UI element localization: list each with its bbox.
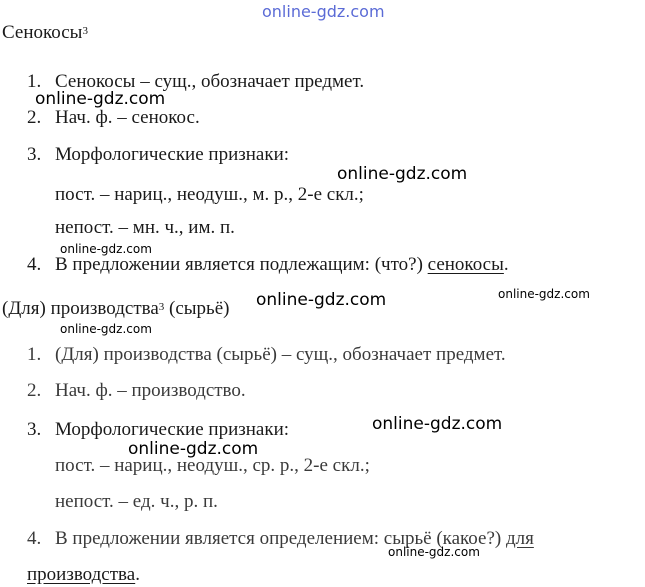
watermark: online-gdz.com (372, 414, 503, 434)
word2-item-3-var: непост. – ед. ч., р. п. (55, 491, 218, 512)
watermark: online-gdz.com (128, 439, 259, 459)
word1-item-4-main: В предложении является подлежащим: (что?) (55, 254, 428, 275)
word1-item-1-text: Сенокосы – сущ., обозначает предмет. (55, 71, 365, 92)
watermark: online-gdz.com (35, 89, 166, 109)
word2-item-4-wrap (27, 564, 140, 586)
word1-item-3-text: Морфологические признаки: (55, 144, 290, 165)
watermark-top: online-gdz.com (262, 2, 385, 21)
word2-item-4-underlined: для (505, 528, 534, 549)
word2-heading-post: (сырьё) (164, 298, 230, 319)
word2-item-4-wrap-underlined: производства (27, 564, 136, 585)
word1-heading (2, 22, 88, 44)
word2-heading-text: (Для) производства (2, 298, 159, 319)
word2-item-2-text: Нач. ф. – производство. (55, 380, 246, 401)
word2-item-3-const: пост. – нариц., неодуш., ср. р., 2-е скл.; (55, 455, 370, 476)
word2-item-1-num: 1. (27, 344, 42, 365)
word2-heading-sup: 3 (158, 301, 165, 313)
word2-item-3-num: 3. (27, 419, 42, 440)
watermark: online-gdz.com (256, 290, 387, 310)
word1-item-1-num: 1. (27, 71, 42, 92)
watermark: online-gdz.com (498, 287, 590, 301)
watermark: online-gdz.com (388, 545, 480, 559)
word2-item-4-main: В предложении является определением: сырьё (какое?) (55, 528, 506, 549)
word1-item-3-num: 3. (27, 144, 42, 165)
word2-item-4-tail: . (135, 564, 140, 585)
word1-item-4-num: 4. (27, 254, 42, 275)
word2-item-2-num: 2. (27, 380, 42, 401)
word1-item-3-const: пост. – нариц., неодуш., м. р., 2-е скл.; (55, 184, 364, 205)
word2-item-1-text: (Для) производства (сырьё) – сущ., обозначает предмет. (55, 344, 506, 365)
word1-item-4-text (55, 254, 509, 276)
word2-item-4-num: 4. (27, 528, 42, 549)
watermark: online-gdz.com (337, 164, 468, 184)
word1-item-2-text: Нач. ф. – сенокос. (55, 107, 200, 128)
word1-item-2-num: 2. (27, 107, 42, 128)
word1-item-4-underlined: сенокосы (427, 254, 504, 275)
word2-heading (2, 298, 229, 320)
word2-item-4-text (55, 528, 615, 550)
word1-heading-sup: 3 (82, 25, 88, 37)
watermark: online-gdz.com (60, 242, 152, 256)
watermark: online-gdz.com (60, 322, 152, 336)
word1-heading-text: Сенокосы (2, 22, 83, 43)
word1-item-4-tail: . (503, 254, 509, 275)
word2-item-3-text: Морфологические признаки: (55, 419, 290, 440)
word1-item-3-var: непост. – мн. ч., им. п. (55, 217, 235, 238)
